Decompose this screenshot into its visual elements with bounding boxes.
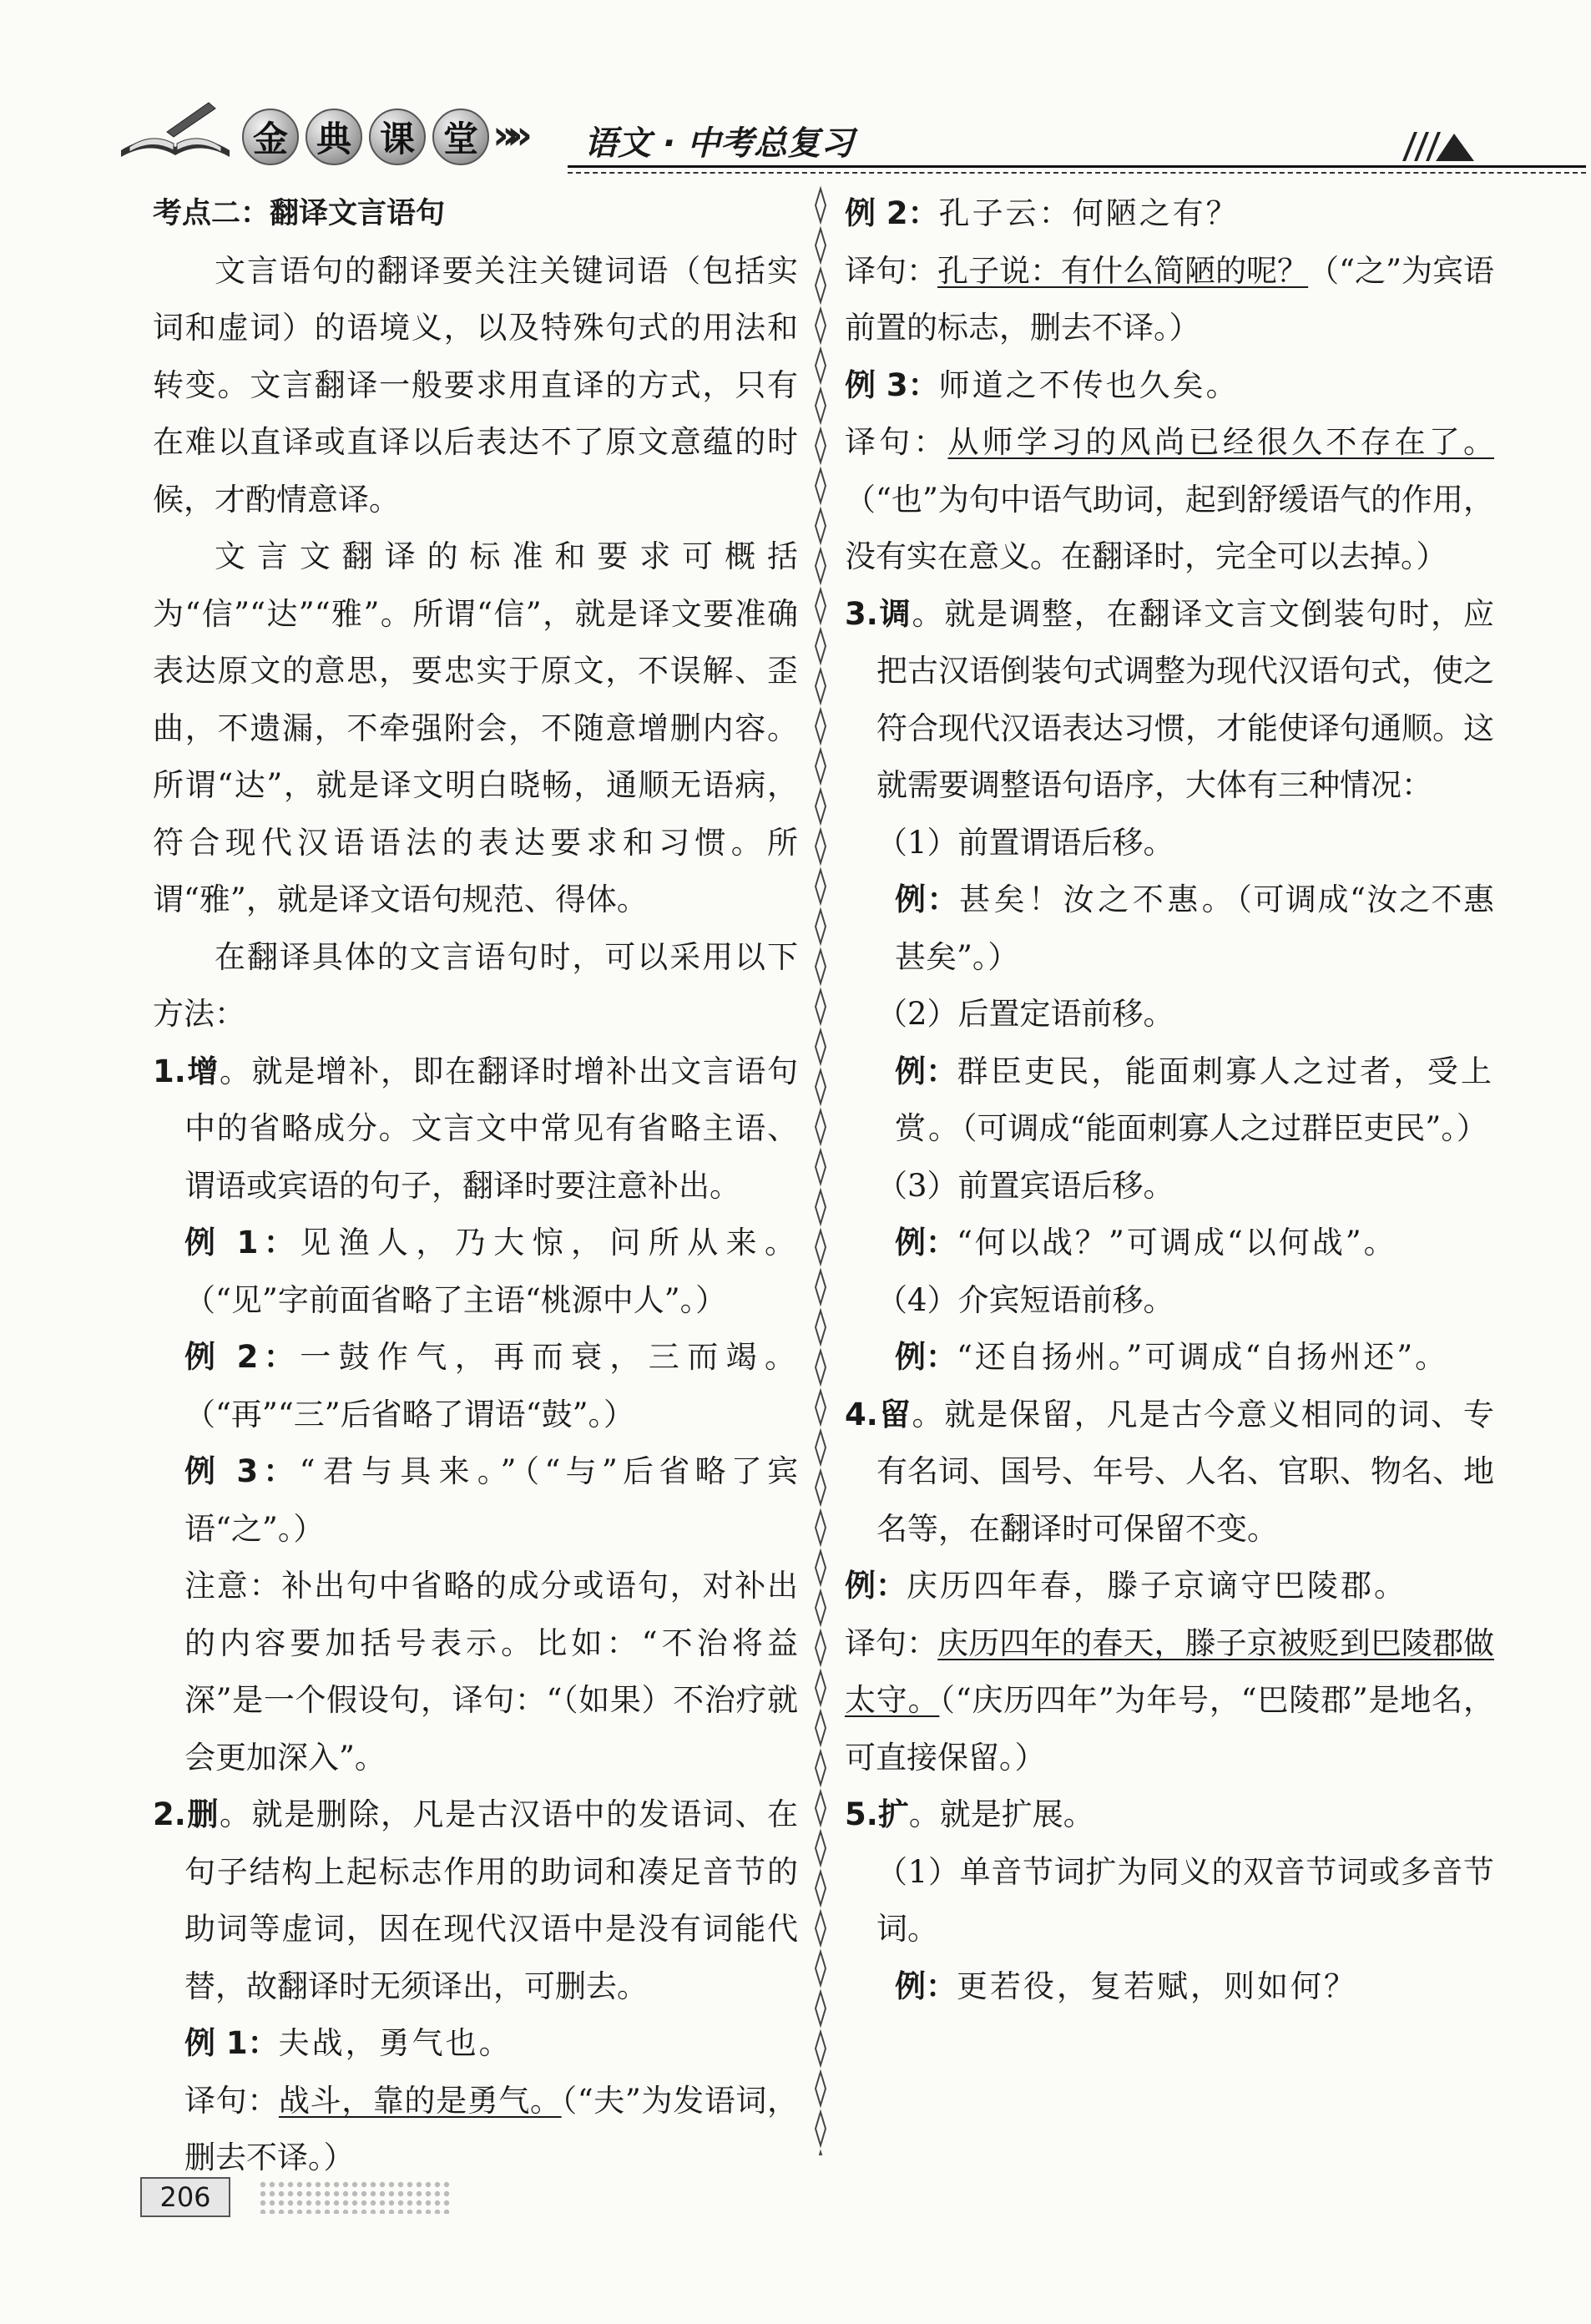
book-pencil-logo-icon xyxy=(117,99,234,165)
method-add: 1.增。就是增补，即在翻译时增补出文言语句中的省略成分。文言文中常见有省略主语、谓语或宾语的句子，翻译时要注意补出。 xyxy=(153,1053,799,1204)
example: 例：“还自扬州。”可调成“自扬州还”。 xyxy=(895,1339,1449,1375)
example: 例 2：一鼓作气，再而衰，三而竭。（“再”“三”后省略了谓语“鼓”。） xyxy=(184,1339,798,1432)
translation: 译句：战斗，靠的是勇气。（“夫”为发语词，删去不译。） xyxy=(184,2082,799,2175)
translation: 译句：孔子说：有什么简陋的呢？（“之”为宾语前置的标志，删去不译。） xyxy=(845,252,1495,346)
example: 例 3：师道之不传也久矣。 xyxy=(845,366,1240,403)
left-column xyxy=(153,185,798,2187)
dot-pattern-decoration xyxy=(259,2180,451,2214)
translation: 译句：庆历四年的春天，滕子京被贬到巴陵郡做太守。（“庆历四年”为年号，“巴陵郡”是地名，可直接保留。） xyxy=(845,1624,1495,1776)
section-heading: 考点二：翻译文言语句 xyxy=(153,197,446,230)
method-delete: 2.删。就是删除，凡是古汉语中的发语词、在句子结构上起标志作用的助词和凑足音节的助词等虚词，因在现代汉语中是没有词能代替，故翻译时无须译出，可删去。 xyxy=(153,1796,799,2004)
chevron-right-icon: »» xyxy=(492,112,522,159)
subject-title: 语文 · 中考总复习 xyxy=(584,124,855,163)
notice: 注意：补出句中省略的成分或语句，对补出的内容要加括号表示。比如：“不治将益深”是一个假设句，译句：“（如果）不治疗就会更加深入”。 xyxy=(184,1568,798,1776)
case-item: （2）后置定语前移。 xyxy=(876,996,1174,1032)
example: 例：庆历四年春，滕子京谪守巴陵郡。 xyxy=(845,1568,1407,1604)
example: 例：群臣吏民，能面刺寡人之过者，受上赏。（可调成“能面刺寡人之过群臣吏民”。） xyxy=(895,1053,1495,1146)
method-keep: 4.留。就是保留，凡是古今意义相同的词、专有名词、国号、年号、人名、官职、物名、地名等，在翻译时可保留不变。 xyxy=(845,1396,1495,1547)
paragraph: 在翻译具体的文言语句时，可以采用以下方法： xyxy=(153,938,798,1032)
header-rule xyxy=(568,165,1586,168)
case-item: （1）前置谓语后移。 xyxy=(876,824,1174,861)
paragraph: 文言文翻译的标准和要求可概括为“信”“达”“雅”。所谓“信”，就是译文要准确表达原文的意思，要忠实于原文，不误解、歪曲，不遗漏，不牵强附会，不随意增删内容。所谓“达”，就是译文明白晓畅，通顺无语病，符合现代汉语语法的表达要求和习惯。所谓“雅”，就是译文语句规范、得体。 xyxy=(153,538,798,917)
case-item: （4）介宾短语前移。 xyxy=(876,1281,1174,1318)
title-char: 典 xyxy=(306,109,362,165)
example: 例：“何以战？”可调成“以何战”。 xyxy=(895,1225,1397,1261)
example: 例 3：“君与具来。”（“与”后省略了宾语“之”。） xyxy=(184,1453,798,1547)
case-item: （3）前置宾语后移。 xyxy=(876,1167,1174,1204)
title-char: 课 xyxy=(369,109,426,165)
example: 例：甚矣！汝之不惠。（可调成“汝之不惠甚矣”。） xyxy=(895,882,1495,975)
header-dashed-rule xyxy=(568,172,1586,174)
title-char: 金 xyxy=(242,109,299,165)
series-title xyxy=(242,109,489,165)
example: 例：更若役，复若赋，则如何？ xyxy=(895,1968,1357,2004)
page-header xyxy=(117,99,1486,174)
example: 例 1：见渔人，乃大惊，问所从来。（“见”字前面省略了主语“桃源中人”。） xyxy=(184,1225,798,1318)
translation: 译句：从师学习的风尚已经很久不存在了。（“也”为句中语气助词，起到舒缓语气的作用，没有实在意义。在翻译时，完全可以去掉。） xyxy=(845,424,1494,574)
paragraph: 文言语句的翻译要关注关键词语（包括实词和虚词）的语境义，以及特殊句式的用法和转变。文言翻译一般要求用直译的方式，只有在难以直译或直译以后表达不了原文意蕴的时候，才酌情意译。 xyxy=(153,252,798,518)
method-expand: 5.扩。就是扩展。 xyxy=(845,1796,1094,1832)
column-divider xyxy=(808,185,833,2155)
title-char: 堂 xyxy=(432,109,489,165)
page-number: 206 xyxy=(140,2177,230,2217)
example: 例 2：孔子云：何陋之有？ xyxy=(845,195,1240,231)
method-adjust: 3.调。就是调整，在翻译文言文倒装句时，应把古汉语倒装句式调整为现代汉语句式，使之符合现代汉语表达习惯，才能使译句通顺。这就需要调整语句语序，大体有三种情况： xyxy=(845,595,1495,803)
case-item: （1）单音节词扩为同义的双音节词或多音节词。 xyxy=(876,1853,1494,1947)
right-column xyxy=(845,185,1494,2015)
example: 例 1：夫战，勇气也。 xyxy=(184,2025,513,2061)
triangle-decoration-icon xyxy=(1402,124,1477,165)
